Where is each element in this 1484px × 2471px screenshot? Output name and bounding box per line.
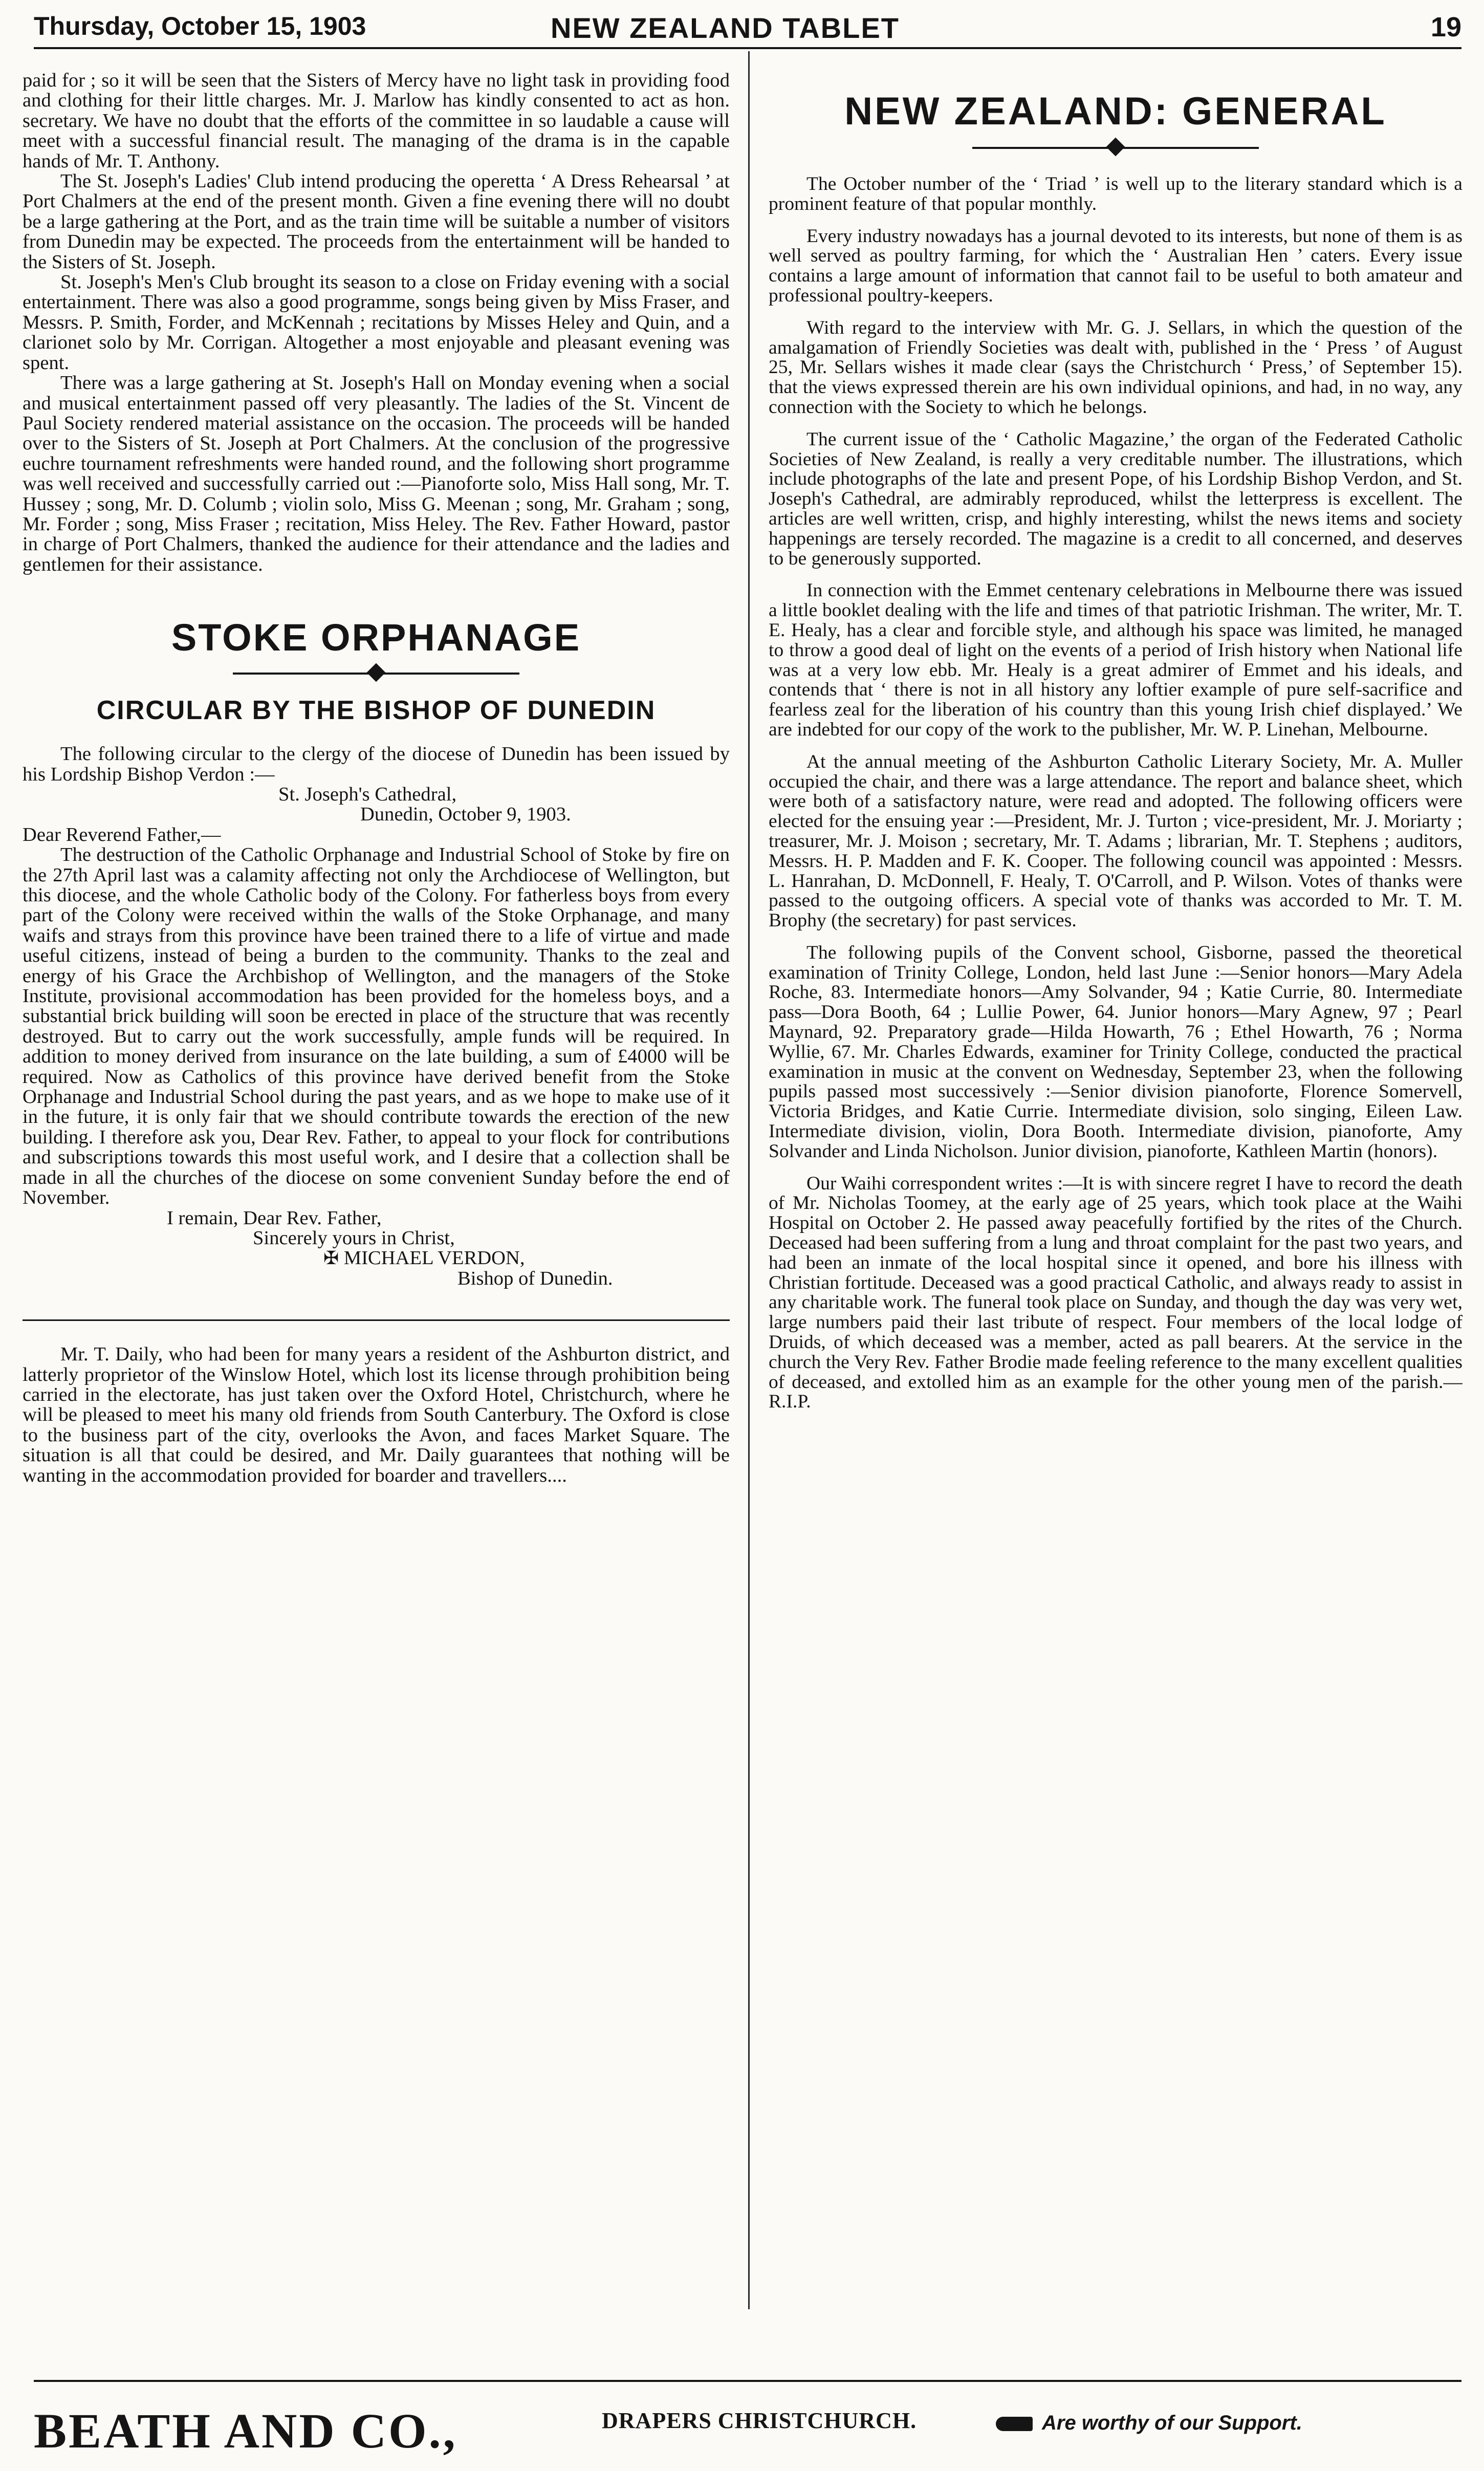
article-paragraph: Mr. T. Daily, who had been for many years a resident of the Ashburton district, and latterly proprietor of the Winslow Hotel, which lost its license through prohibition being carried in the electorate, has just taken over the Oxford Hotel, Christchurch, where he will be pleased to meet his many old friends from South Canterbury. The Oxford is close to the business part of the city, overlooks the Avon, and faces Market Square. The situation is all that could be desired, and Mr. Daily guarantees that nothing will be wanting in the accommodation provided for boarder and travellers....: [23, 1343, 730, 1486]
news-item: The following pupils of the Convent school, Gisborne, passed the theoretical examination of Trinity College, London, held last June :—Senior honors—Mary Adela Roche, 83. Intermediate honors—Amy Solvander, 94 ; Katie Currie, 80. Intermediate pass—Dora Booth, 64 ; Lullie Power, 64. Junior honors—Mary Agnew, 97 ; Pearl Maynard, 92. Preparatory grade—Hilda Howarth, 76 ; Ethel Howarth, 76 ; Norma Wyllie, 67. Mr. Charles Edwards, examiner for Trinity College, conducted the practical examination in music at the convent on Wednesday, September 23, when the following pupils passed most successively :—Senior division pianoforte, Florence Somervell, Victoria Bridges, and Katie Currie. Intermediate division, solo singing, Eileen Law. Intermediate division, violin, Dora Booth. Intermediate division, pianoforte, Amy Solvander and Linda Nicholson. Junior division, pianoforte, Kathleen Martin (honors).: [769, 942, 1463, 1162]
page-number: 19: [1430, 12, 1461, 42]
circular-closing: I remain, Dear Rev. Father,: [167, 1207, 382, 1229]
advertiser-note: [996, 2412, 1302, 2435]
advertiser-slogan: Are worthy of our Support.: [1042, 2412, 1302, 2434]
orphanage-heading: STOKE ORPHANAGE: [171, 616, 581, 659]
article-paragraph: There was a large gathering at St. Joseph's Hall on Monday evening when a social and musical entertainment passed off very pleasantly. The ladies of the St. Vincent de Paul Society rendered material assistance on the occasion. The proceeds will be handed over to the Sisters of St. Joseph at Port Chalmers. At the conclusion of the progressive euchre tournament refreshments were handed round, and the following short programme was well received and successfully carried out :—Pianoforte solo, Miss Hall song, Mr. T. Hussey ; song, Mr. D. Columb ; violin solo, Miss G. Meenan ; song, Mr. Graham ; song, Mr. Forder ; song, Miss Fraser ; recitation, Miss Heley. The Rev. Father Howard, pastor in charge of Port Chalmers, thanked the audience for their attendance and the ladies and gentlemen for their assistance.: [23, 372, 730, 575]
publication-title: NEW ZEALAND TABLET: [551, 12, 900, 44]
circular-salutation: Dear Reverend Father,—: [23, 823, 221, 846]
general-heading: NEW ZEALAND: GENERAL: [844, 90, 1387, 133]
signature-title: Bishop of Dunedin.: [457, 1267, 613, 1289]
right-column: [769, 71, 1463, 2317]
circular-address: St. Joseph's Cathedral,: [278, 783, 457, 805]
circular-body: The destruction of the Catholic Orphanage and Industrial School of Stoke by fire on the 27th April last was a calamity affecting not only the Archdiocese of Wellington, but this diocese, and the whole Catholic body of the Colony. For fatherless boys from every part of the Colony were received within the walls of the Stoke Orphanage, and many waifs and strays from this province have been trained there to a life of virtue and made useful citizens, instead of being a burden to the community. Thanks to the zeal and energy of his Grace the Archbishop of Wellington, and the managers of the Stoke Institute, provisional accommodation has been provided for the homeless boys, and a substantial brick building will soon be erected in place of the structure that was recently destroyed. But to carry out the work successfully, ample funds will be required. In addition to money derived from insurance on the late building, a sum of £4000 will be required. Now as Catholics of this province have derived benefit from the Stoke Orphanage and Industrial School during the past years, and as we hope to make use of it in the future, it is only fair that we should contribute towards the erection of the new building. I therefore ask you, Dear Rev. Father, to appeal to your flock for contributions and subscriptions towards this most useful work, and I desire that a collection shall be made in all the churches of the diocese on some convenient Sunday before the end of November.: [23, 844, 730, 1209]
news-item: At the annual meeting of the Ashburton Catholic Literary Society, Mr. A. Muller occupied the chair, and there was a large attendance. The report and balance sheet, which were both of a satisfactory nature, were read and adopted. The following officers were elected for the ensuing year :—President, Mr. J. Turton ; vice-president, Mr. J. Moriarty ; treasurer, Mr. J. Moison ; secretary, Mr. T. Adams ; librarian, Mr. T. Stephens ; auditors, Messrs. H. P. Madden and F. K. Cooper. The following council was appointed : Messrs. L. Hanrahan, D. McDonnell, F. Healy, T. O'Carroll, and P. Wilson. Votes of thanks were passed to the outgoing officers. A special vote of thanks was accorded to Mr. T. M. Brophy (the secretary) for past services.: [769, 751, 1463, 931]
news-item: With regard to the interview with Mr. G. J. Sellars, in which the question of the amalgamation of Friendly Societies was dealt with, published in the ‘ Press ’ of August 25, Mr. Sellars wishes it made clear (says the Christchurch ‘ Press,’ of September 15). that the views expressed therein are his own individual opinions, and had, in no way, any connection with the Society to which he belongs.: [769, 317, 1463, 418]
news-item: Our Waihi correspondent writes :—It is with sincere regret I have to record the death of Mr. Nicholas Toomey, at the early age of 25 years, which took place at the Waihi Hospital on October 2. He passed away peacefully fortified by the rites of the Church. Deceased had been suffering from a lung and throat complaint for the past two years, and had been an inmate of the local hospital since it opened, and bore his illness with Christian fortitude. Deceased was a good practical Catholic, and always ready to assist in any charitable work. The funeral took place on Sunday, and though the day was very wet, large numbers paid their last tribute of respect. Four members of the local lodge of Druids, of which deceased was a member, acted as pall bearers. At the service in the church the Very Rev. Father Brodie made feeling reference to the many excellent qualities of deceased, and extolled him as an example for the other young men of the parish.—R.I.P.: [769, 1173, 1463, 1413]
circular-intro: The following circular to the clergy of the diocese of Dunedin has been issued by his Lordship Bishop Verdon :—: [23, 743, 730, 785]
page-header: [34, 6, 1461, 49]
news-item: In connection with the Emmet centenary celebrations in Melbourne there was issued a little booklet dealing with the life and times of that patriotic Irishman. The writer, Mr. T. E. Healy, has a clear and forcible style, and although his space was limited, he managed to throw a good deal of light on the events of a period of Irish history when National life was at a very low ebb. Mr. Healy is a great admirer of Emmet and his ideals, and contends that ‘ there is not in all history any loftier example of pure self-sacrifice and fearless zeal for the liberation of his country than this young Irish chief displayed.’ We are indebted for our copy of the work to the publisher, Mr. W. P. Linehan, Melbourne.: [769, 580, 1463, 740]
article-paragraph: St. Joseph's Men's Club brought its season to a close on Friday evening with a social entertainment. There was also a good programme, songs being given by Miss Fraser, and Messrs. P. Smith, Forder, and McKennah ; recitations by Misses Heley and Quin, and a clarionet solo by Mr. Corrigan. Altogether a most enjoyable and pleasant evening was spent.: [23, 271, 730, 374]
circular-closing-2: Sincerely yours in Christ,: [253, 1227, 455, 1249]
issue-date: Thursday, October 15, 1903: [34, 12, 366, 40]
news-item: The October number of the ‘ Triad ’ is well up to the literary standard which is a prominent feature of that popular monthly.: [769, 174, 1463, 214]
article-paragraph: The St. Joseph's Ladies' Club intend producing the operetta ‘ A Dress Rehearsal ’ at Port Chalmers at the end of the present month. Given a fine evening there will no doubt be a large gathering at the Port, and as the train time will be suitable a number of visitors from Dunedin may be expected. The proceeds from the entertainment will be handed to the Sisters of St. Joseph.: [23, 170, 730, 273]
heading-ornament: [972, 136, 1259, 159]
signature-name: MICHAEL VERDON,: [343, 1247, 525, 1269]
section-rule: [23, 1319, 730, 1321]
left-column: [23, 71, 730, 2300]
advertisement-footer: [34, 2380, 1461, 2459]
cross-icon: ✠: [323, 1248, 339, 1269]
news-item: Every industry nowadays has a journal devoted to its interests, but none of them is as well served as poultry farming, for which the ‘ Australian Hen ’ caters. Every issue contains a large amount of information that cannot fail to be useful to both amateur and professional poultry-keepers.: [769, 225, 1463, 306]
column-divider: [748, 51, 750, 2309]
advertiser-name: BEATH AND CO.,: [34, 2403, 457, 2458]
heading-ornament: [233, 661, 519, 685]
advertiser-location: DRAPERS CHRISTCHURCH.: [602, 2408, 917, 2433]
orphanage-subheading: CIRCULAR BY THE BISHOP OF DUNEDIN: [96, 696, 656, 726]
pointing-hand-icon: [996, 2417, 1033, 2431]
news-item: The current issue of the ‘ Catholic Magazine,’ the organ of the Federated Catholic Societies of New Zealand, is really a very creditable number. The illustrations, which include photographs of the late and present Pope, of his Lordship Bishop Verdon, and St. Joseph's Cathedral, are admirably reproduced, whilst the letterpress is excellent. The articles are well written, crisp, and highly interesting, whilst the news items and society happenings are tersely recorded. The magazine is a credit to all concerned, and deserves to be generously supported.: [769, 428, 1463, 569]
signature-line: [23, 1248, 730, 1268]
circular-date: Dunedin, October 9, 1903.: [360, 804, 571, 826]
article-paragraph: paid for ; so it will be seen that the Sisters of Mercy have no light task in providing food and clothing for their little charges. Mr. J. Marlow has kindly consented to act as hon. secretary. We have no doubt that the efforts of the committee in so laudable a cause will meet with a successful financial result. The managing of the drama is in the capable hands of Mr. T. Anthony.: [23, 71, 730, 172]
